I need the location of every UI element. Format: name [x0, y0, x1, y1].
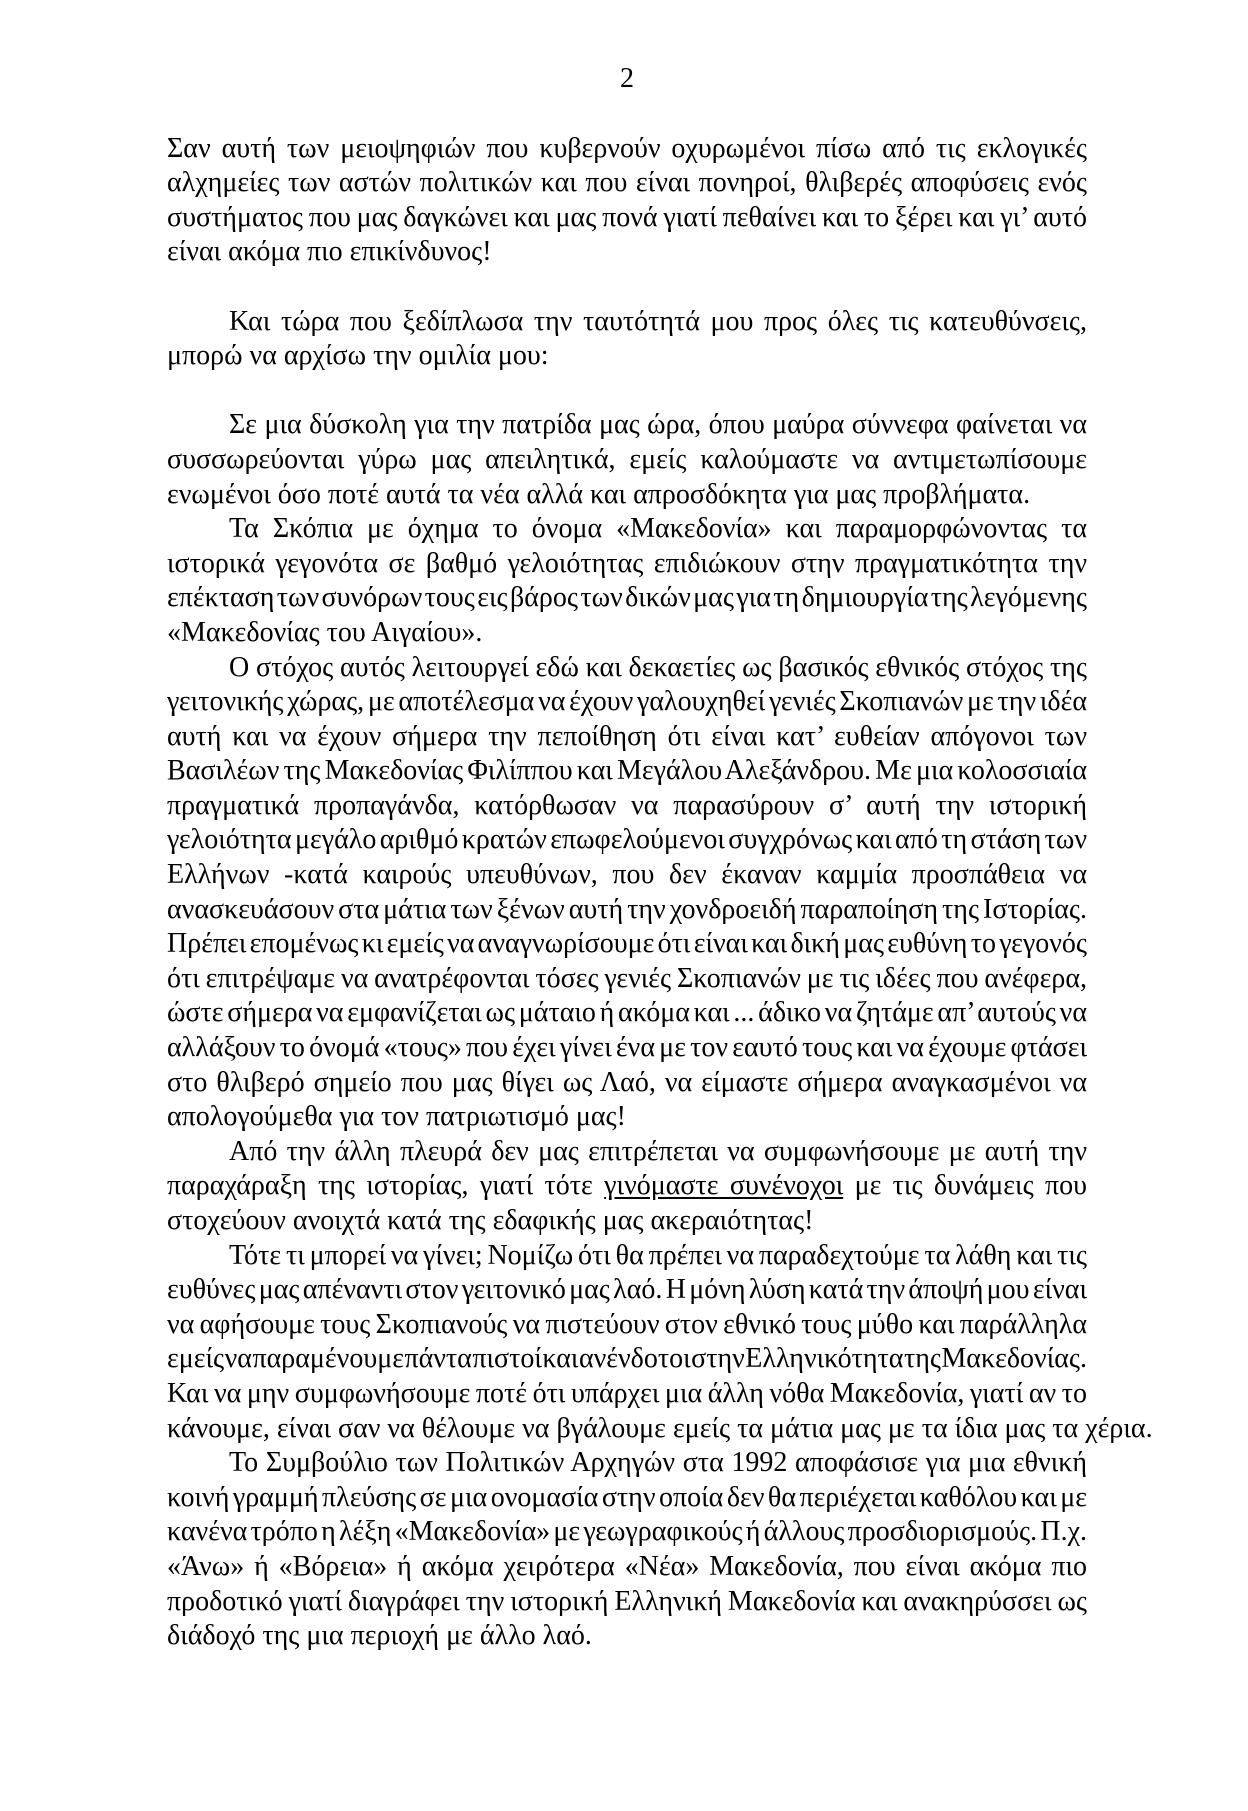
- text-line: Σαν αυτή των μειοψηφιών που κυβερνούν οχυρωμένοι πίσω από τις εκλογικές: [167, 132, 1087, 164]
- text-line: Πρέπει επομένως κι εμείς να αναγνωρίσουμε ότι είναι και δική μας ευθύνη το γεγονός: [167, 928, 1088, 960]
- text-line: Ο στόχος αυτός λειτουργεί εδώ και δεκαετίες ως βασικός εθνικός στόχος της: [229, 651, 1087, 683]
- underlined-phrase: γινόμαστε συνένοχοι: [604, 1170, 844, 1202]
- paragraph-8: [167, 1446, 1087, 1654]
- text-line: πραγματικά προπαγάνδα, κατόρθωσαν να παρασύρουν σ’ αυτή την ιστορική: [167, 789, 1087, 821]
- text-line: ενωμένοι όσο ποτέ αυτά τα νέα αλλά και απροσδόκητα για μας προβλήματα.: [167, 478, 1031, 510]
- text-line: ώστε σήμερα να εμφανίζεται ως μάταιο ή ακόμα και ... άδικο να ζητάμε απ’ αυτούς να: [167, 997, 1087, 1029]
- text-line: Το Συμβούλιο των Πολιτικών Αρχηγών στα 1992 αποφάσισε για μια εθνική: [229, 1447, 1087, 1479]
- text-line: ευθύνες μας απέναντι στον γειτονικό μας λαό. Η μόνη λύση κατά την άποψή μου είναι: [167, 1274, 1087, 1306]
- text-line: ανασκευάσουν στα μάτια των ξένων αυτή την χονδροειδή παραποίηση της Ιστορίας.: [167, 893, 1087, 925]
- text-line: ιστορικά γεγονότα σε βαθμό γελοιότητας επιδιώκουν στην πραγματικότητα την: [167, 547, 1087, 579]
- text-line: «Μακεδονίας του Αιγαίου».: [167, 616, 483, 648]
- page-content: [167, 62, 1153, 1654]
- paragraph-2: [167, 305, 1087, 374]
- text-line: επέκταση των συνόρων τους εις βάρος των δικών μας για τη δημιουργία της λεγόμενης: [167, 582, 1087, 614]
- text-line: γελοιότητα μεγάλο αριθμό κρατών επωφελούμενοι συγχρόνως και από τη στάση των: [167, 824, 1087, 856]
- text-line: «Άνω» ή «Βόρεια» ή ακόμα χειρότερα «Νέα» Μακεδονία, που είναι ακόμα πιο: [167, 1550, 1087, 1582]
- text-line: μπορώ να αρχίσω την ομιλία μου:: [167, 340, 549, 372]
- paragraph-3: [167, 408, 1087, 512]
- text-line: στοχεύουν ανοιχτά κατά της εδαφικής μας ακεραιότητας!: [167, 1205, 814, 1236]
- paragraph-5: [167, 651, 1087, 1135]
- text-line: Τα Σκόπια με όχημα το όνομα «Μακεδονία» και παραμορφώνοντας τα: [229, 513, 1087, 545]
- text-line: Και τώρα που ξεδίπλωσα την ταυτότητά μου προς όλες τις κατευθύνσεις,: [229, 305, 1087, 337]
- text-line: Και να μην συμφωνήσουμε ποτέ ότι υπάρχει μια άλλη νόθα Μακεδονία, γιατί αν το: [167, 1377, 1087, 1409]
- paragraph-container: [167, 132, 1153, 1654]
- text-line: κάνουμε, είναι σαν να θέλουμε να βγάλουμε εμείς τα μάτια μας με τα ίδια μας τα χέρια.: [167, 1412, 1153, 1444]
- paragraph-6: [167, 1135, 1087, 1239]
- text-line: να αφήσουμε τους Σκοπιανούς να πιστεύουν στον εθνικό τους μύθο και παράλληλα: [167, 1308, 1087, 1340]
- text-line: εμείς να παραμένουμε πάντα πιστοί και ανένδοτοι στην Ελληνικότητα της Μακεδονίας.: [167, 1343, 1087, 1375]
- text-line: παραχάραξη της ιστορίας, γιατί τότε γινόμαστε συνένοχοι με τις δυνάμεις που: [167, 1170, 1088, 1202]
- text-line: διάδοχό της μια περιοχή με άλλο λαό.: [167, 1620, 592, 1652]
- text-line: στο θλιβερό σημείο που μας θίγει ως Λαό, να είμαστε σήμερα αναγκασμένοι να: [167, 1066, 1087, 1098]
- text-line: κανένα τρόπο η λέξη «Μακεδονία» με γεωγραφικούς ή άλλους προσδιορισμούς. Π.χ.: [167, 1516, 1088, 1548]
- text-line: κοινή γραμμή πλεύσης σε μια ονομασία στην οποία δεν θα περιέχεται καθόλου και με: [167, 1481, 1087, 1513]
- paragraph-7: [167, 1239, 1153, 1447]
- page-number: 2: [620, 63, 634, 94]
- text-line: αλχημείες των αστών πολιτικών και που είναι πονηροί, θλιβερές αποφύσεις ενός: [167, 167, 1087, 199]
- text-line: συστήματος που μας δαγκώνει και μας πονά γιατί πεθαίνει και το ξέρει και γι’ αυτό: [167, 201, 1087, 233]
- text-line: Ελλήνων -κατά καιρούς υπευθύνων, που δεν έκαναν καμμία προσπάθεια να: [167, 859, 1087, 891]
- text-line: ότι επιτρέψαμε να ανατρέφονται τόσες γενιές Σκοπιανών με τις ιδέες που ανέφερα,: [167, 962, 1087, 994]
- text-line: αυτή και να έχουν σήμερα την πεποίθηση ότι είναι κατ’ ευθείαν απόγονοι των: [167, 720, 1087, 752]
- text-line: αλλάξουν το όνομά «τους» που έχει γίνει ένα με τον εαυτό τους και να έχουμε φτάσει: [167, 1032, 1088, 1064]
- paragraph-4: [167, 512, 1087, 650]
- text-line: Σε μια δύσκολη για την πατρίδα μας ώρα, όπου μαύρα σύννεφα φαίνεται να: [229, 409, 1087, 441]
- text-line: Από την άλλη πλευρά δεν μας επιτρέπεται να συμφωνήσουμε με αυτή την: [229, 1135, 1087, 1167]
- text-line: προδοτικό γιατί διαγράφει την ιστορική Ελληνική Μακεδονία και ανακηρύσσει ως: [167, 1585, 1087, 1617]
- text-line: είναι ακόμα πιο επικίνδυνος!: [167, 236, 492, 268]
- text-line: γειτονικής χώρας, με αποτέλεσμα να έχουν γαλουχηθεί γενιές Σκοπιανών με την ιδέα: [167, 686, 1087, 718]
- text-line: Βασιλέων της Μακεδονίας Φιλίππου και Μεγάλου Αλεξάνδρου. Με μια κολοσσιαία: [167, 755, 1087, 787]
- text-line: συσσωρεύονται γύρω μας απειλητικά, εμείς καλούμαστε να αντιμετωπίσουμε: [167, 443, 1087, 475]
- text-line: απολογούμεθα για τον πατριωτισμό μας!: [167, 1101, 626, 1133]
- paragraph-1: [167, 132, 1087, 270]
- text-line: Τότε τι μπορεί να γίνει; Νομίζω ότι θα πρέπει να παραδεχτούμε τα λάθη και τις: [229, 1239, 1087, 1271]
